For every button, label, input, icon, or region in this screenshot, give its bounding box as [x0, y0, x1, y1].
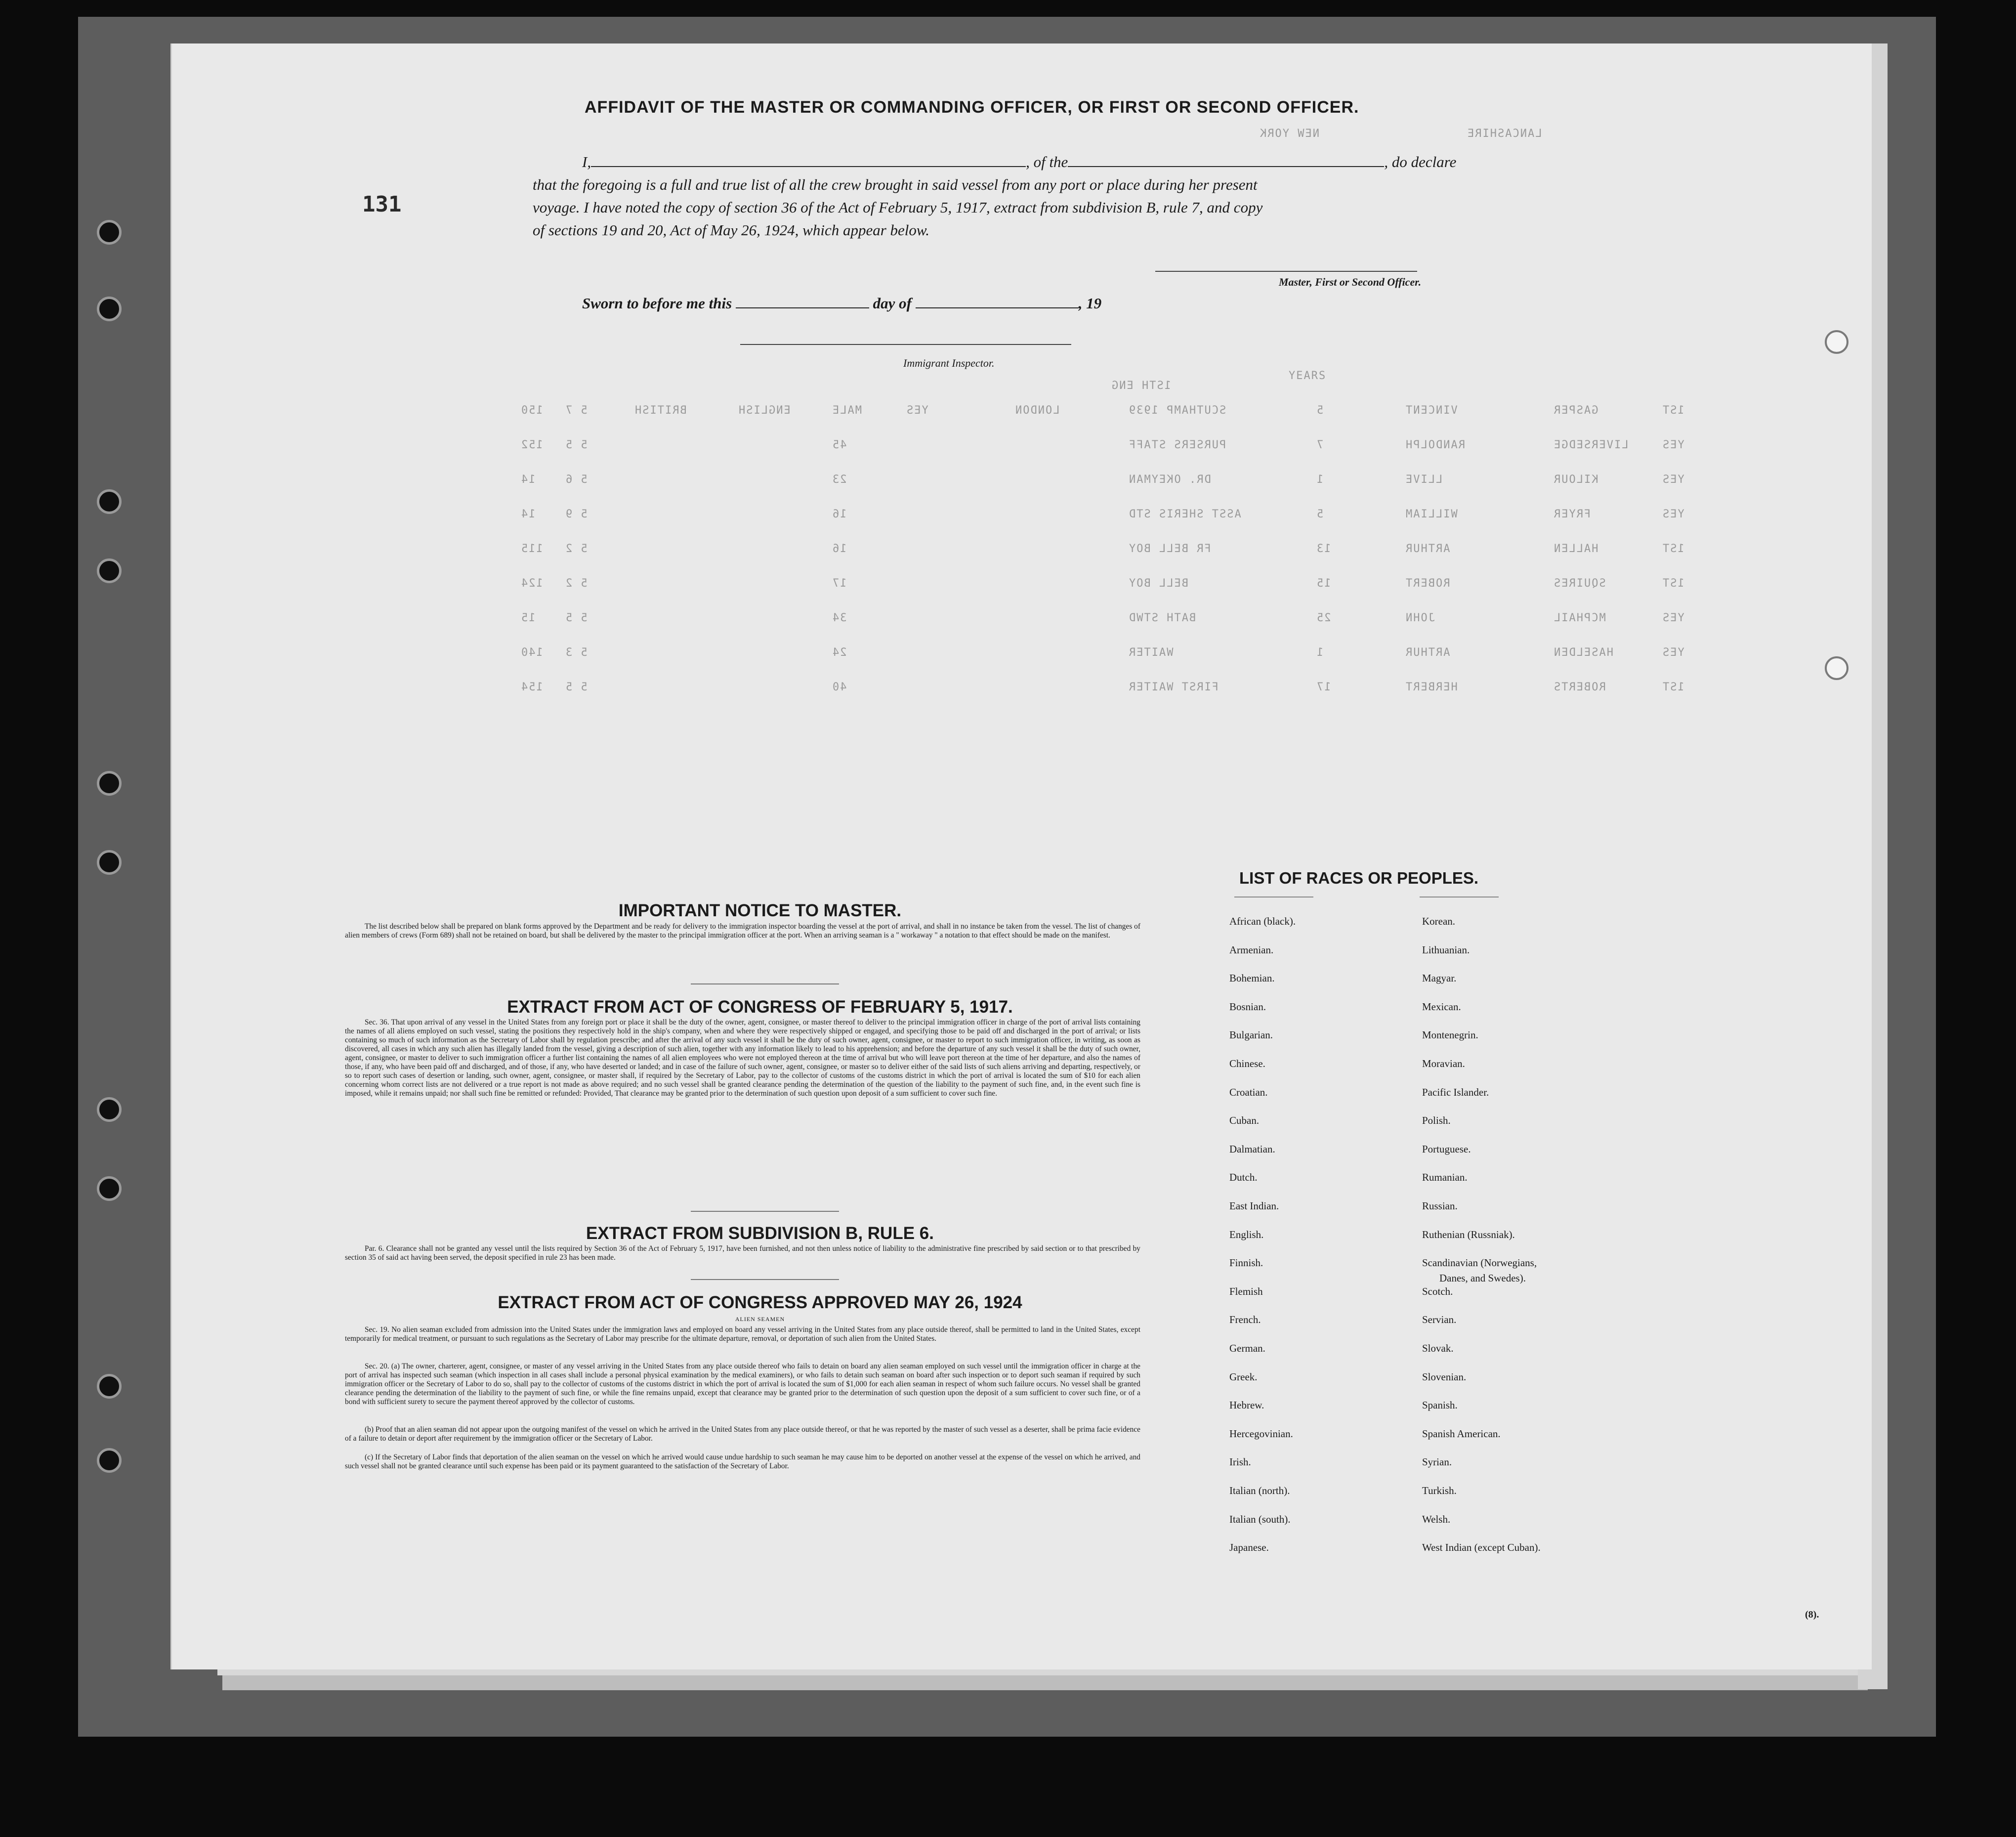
sec-19-text: Sec. 19. No alien seaman excluded from admission into the United States under the immigration laws and employed on board any vessel arriving in the United States from any place outside thereof, shall be permitted to land in the United States, except temporarily for medical treatment, or pursuant to such regulations as the Secretary of Labor may prescribe for the ultimate departure, removal, or deportation of such alien from the United States. — [345, 1325, 1140, 1343]
bleed-cell: 5 — [1316, 404, 1324, 417]
race-item: Dalmatian. — [1229, 1143, 1275, 1155]
bleed-cell: YES — [1662, 646, 1684, 659]
signature-line — [1155, 271, 1417, 272]
race-item: Italian (north). — [1229, 1485, 1290, 1496]
bleed-row — [172, 508, 1684, 528]
race-item: Bohemian. — [1229, 972, 1275, 984]
bleed-cell: YES — [1662, 612, 1684, 624]
divider — [691, 983, 839, 984]
divider — [691, 1211, 839, 1212]
vessel-name-blank — [1068, 155, 1384, 167]
race-item: Irish. — [1229, 1456, 1251, 1468]
binding-hole — [97, 220, 122, 245]
bleed-cell: BELL BOY — [1128, 577, 1188, 590]
sec-20a-text: Sec. 20. (a) The owner, charterer, agent, consignee, or master of any vessel arriving in the United States from any place outside thereof who fails to detain on board any alien seaman employed on such vessel until the immigration officer in charge at the port of arrival has inspected such seaman (which inspection in all cases shall include a personal physical examination by the medical examiners), or who fails to detain such seaman on board after such inspection or to deport such seaman if required by such immigration officer or the Secretary of Labor to do so, shall pay to the collector of customs of the customs district in which the port of arrival is located the sum of $1,000 for each alien seaman in respect of whom such failure occurs. No vessel shall be granted clearance pending the determination of the liability to the payment of such fine, or while the fine remains unpaid, except that clearance may be granted prior to the determination of such question upon the deposit of a sum sufficient to cover such fine, or of a bond with sufficient surety to secure the payment thereof approved by the collector of customs. — [345, 1362, 1140, 1406]
race-item: German. — [1229, 1342, 1265, 1354]
race-item: French. — [1229, 1314, 1261, 1326]
bleed-cell: 5 5 — [565, 612, 588, 624]
declarant-prefix: I, — [582, 153, 591, 171]
bleed-cell: 124 — [520, 577, 543, 590]
bleed-port: NEW YORK — [1259, 128, 1319, 140]
race-item: Cuban. — [1229, 1114, 1260, 1127]
bleed-cell: 5 2 — [565, 577, 588, 590]
bleed-cell: 5 6 — [565, 473, 588, 486]
bleed-cell: LLIVE — [1405, 473, 1443, 486]
bleed-cell: 115 — [520, 543, 543, 555]
bleed-cell: ROBERTS — [1553, 681, 1606, 693]
race-item: Slovak. — [1422, 1342, 1454, 1354]
race-item: Syrian. — [1422, 1456, 1452, 1468]
race-scandinavian-cont: Danes, and Swedes). — [1439, 1272, 1526, 1284]
sworn-line — [582, 295, 1101, 312]
bleed-row — [172, 681, 1684, 701]
bleed-cell: 5 9 — [565, 508, 588, 520]
declare-text: , do declare — [1384, 153, 1457, 171]
bleed-cell: FR BELL BOY — [1128, 543, 1211, 555]
signature-caption: Master, First or Second Officer. — [1279, 276, 1422, 288]
bleed-row — [172, 543, 1684, 562]
race-item: Japanese. — [1229, 1541, 1269, 1554]
bleed-header-eng: 1STH ENG — [1111, 380, 1171, 392]
bleed-cell: 34 — [832, 612, 847, 624]
bleed-cell: ASST SHERIS STD — [1128, 508, 1241, 520]
bleed-cell: HALLEN — [1553, 543, 1598, 555]
race-item: Servian. — [1422, 1314, 1457, 1326]
bleed-cell: 14 — [520, 508, 536, 520]
bleed-cell: 5 5 — [565, 439, 588, 451]
affidavit-title: AFFIDAVIT OF THE MASTER OR COMMANDING OFFICER, OR FIRST OR SECOND OFFICER. — [585, 98, 1359, 117]
race-item: Bulgarian. — [1229, 1029, 1273, 1041]
race-item: Greek. — [1229, 1370, 1258, 1383]
affidavit-line-4: of sections 19 and 20, Act of May 26, 1924, which appear below. — [533, 221, 930, 239]
document-page — [170, 43, 1872, 1669]
race-item: Magyar. — [1422, 972, 1457, 984]
race-item: Korean. — [1422, 915, 1456, 927]
bleed-cell: ENGLISH — [738, 404, 791, 417]
bleed-header-years: YEARS — [1289, 370, 1327, 382]
bleed-cell: FIRST WAITER — [1128, 681, 1218, 693]
race-item: Dutch. — [1229, 1171, 1258, 1184]
bleed-cell: 25 — [1316, 612, 1331, 624]
bleed-cell: JOHN — [1405, 612, 1435, 624]
bleed-cell: 5 7 — [565, 404, 588, 417]
race-item: East Indian. — [1229, 1200, 1279, 1212]
bleed-row — [172, 439, 1684, 459]
race-item: Spanish. — [1422, 1399, 1458, 1411]
declarant-name-blank — [591, 155, 1026, 167]
binding-hole — [97, 489, 122, 514]
bleed-cell: YES — [906, 404, 928, 417]
bleed-cell: 14 — [520, 473, 536, 486]
bleed-cell: 16 — [832, 543, 847, 555]
race-item: Ruthenian (Russniak). — [1422, 1228, 1515, 1240]
race-item: West Indian (except Cuban). — [1422, 1541, 1541, 1554]
bleed-row — [172, 577, 1684, 597]
race-item: Chinese. — [1229, 1058, 1265, 1069]
bleed-cell: MCPHAIL — [1553, 612, 1606, 624]
affidavit-line-1 — [582, 153, 1456, 171]
race-item: Hercegovinian. — [1229, 1427, 1293, 1440]
race-item: Slovenian. — [1422, 1370, 1467, 1383]
day-of-text: day of — [873, 295, 912, 312]
bleed-cell: 140 — [520, 646, 543, 659]
year-prefix: , 19 — [1078, 295, 1102, 312]
notice-title: IMPORTANT NOTICE TO MASTER. — [618, 901, 902, 920]
divider — [691, 1279, 839, 1280]
binding-hole — [97, 1176, 122, 1201]
race-item: Rumanian. — [1422, 1171, 1468, 1184]
bleed-cell: 154 — [520, 681, 543, 693]
bleed-cell: 15 — [520, 612, 536, 624]
bleed-cell: 45 — [832, 439, 847, 451]
bleed-cell: 16 — [832, 508, 847, 520]
race-item: Lithuanian. — [1422, 943, 1470, 956]
bleed-cell: 17 — [832, 577, 847, 590]
bleed-cell: SCUTHAMP 1939 — [1128, 404, 1226, 417]
bleed-row — [172, 646, 1684, 666]
bleed-cell: SQUIRES — [1553, 577, 1606, 590]
race-item: English. — [1229, 1228, 1264, 1240]
bleed-cell: YES — [1662, 473, 1684, 486]
affidavit-line-2: that the foregoing is a full and true list of all the crew brought in said vessel from any port or place during her present — [533, 176, 1258, 193]
race-item: Mexican. — [1422, 1000, 1461, 1013]
bleed-cell: 13 — [1316, 543, 1331, 555]
bleed-vessel: LANCASHIRE — [1467, 128, 1542, 140]
bleed-row — [172, 404, 1684, 424]
sec-20c-text: (c) If the Secretary of Labor finds that deportation of the alien seaman on the vessel on which he arrived would cause undue hardship to such seaman he may cause him to be deported on another vessel at the expense of the vessel on which he arrived, and such vessel shall not be granted clearance until such expense has been paid or its payment guaranteed to the satisfaction of the Secretary of Labor. — [345, 1453, 1140, 1470]
bleed-cell: 24 — [832, 646, 847, 659]
subdivision-b-text: Par. 6. Clearance shall not be granted any vessel until the lists required by Section 36 of the Act of February 5, 1917, have been furnished, and not then unless notice of liability to the administrative fine prescribed by said section or to that prescribed by section 35 of said act having been served, the deposit specified in rule 23 has been made. — [345, 1244, 1140, 1262]
bleed-cell: 1ST — [1662, 577, 1684, 590]
extract-1917-text: Sec. 36. That upon arrival of any vessel in the United States from any foreign port or place it shall be the duty of the owner, agent, consignee, or master thereof to deliver to the principal immigration officer in charge of the port of arrival lists containing the names of all aliens employed on such vessel, stating the positions they respectively hold in the ship's company, when and where they were respectively shipped or engaged, and specifying those to be paid off and discharged in the port of arrival; or lists containing so much of such information as the Secretary of Labor shall by regulation prescribe; and after the arrival of any such vessel it shall be the duty of such owner, agent, consignee, or master to report to such immigration officer, in writing, as soon as discovered, all cases in which any such alien has illegally landed from the vessel, giving a description of such alien, together with any information likely to lead to his apprehension; and before the departure of any such vessel it shall be the duty of such owner, agent, consignee, or master to deliver to such immigration officer a further list containing the names of all alien employees who were not employed thereon at the time of arrival but who will leave port thereon at the time of her departure, and also the names of those, if any, who have been paid off and discharged, and of those, if any, who have deserted or landed; and in case of the failure of such owner, agent, consignee, or master so to deliver either of the said lists of such aliens arriving and departing, respectively, or so to report such cases of desertion or landing, such owner, agent, consignee, or master shall, if required by the Secretary of Labor, pay to the collector of customs of the customs district in which the port of arrival is located the sum of $10 for each alien concerning whom correct lists are not delivered or a true report is not made as above required; and no such vessel shall be granted clearance pending the determination of the question of the liability to the payment of such fine, and, in the event such fine is imposed, while it remains unpaid; nor shall such fine be remitted or refunded: Provided, That clearance may be granted prior to the determination of such question upon deposit of a sum sufficient to cover such fine. — [345, 1018, 1140, 1098]
bleed-cell: VINCENT — [1405, 404, 1458, 417]
bleed-cell: DR. OKEYMAN — [1128, 473, 1211, 486]
race-item: Scotch. — [1422, 1285, 1453, 1297]
race-item: Portuguese. — [1422, 1143, 1471, 1155]
bleed-cell: BRITISH — [634, 404, 687, 417]
bleed-cell: YES — [1662, 508, 1684, 520]
binding-hole — [97, 1374, 122, 1399]
binding-hole — [97, 1448, 122, 1473]
race-item: African (black). — [1229, 915, 1296, 927]
bleed-cell: RANDOLPH — [1405, 439, 1465, 451]
notice-text: The list described below shall be prepared on blank forms approved by the Department and be ready for delivery to the immigration inspector boarding the vessel at the port of arrival, and shall in no instance be taken from the vessel. The list of changes of alien members of crews (Form 689) shall not be retained on board, but shall be delivered by the master to the principal immigration officer at the port. When an arriving seaman is a " workaway " a notation to that effect should be made on the manifest. — [345, 922, 1140, 940]
bleed-cell: 1ST — [1662, 404, 1684, 417]
race-item: Flemish — [1229, 1285, 1263, 1297]
bleed-cell: WAITER — [1128, 646, 1174, 659]
bleed-cell: LONDON — [1014, 404, 1060, 417]
sworn-month-blank — [916, 297, 1079, 308]
bleed-cell: 5 — [1316, 508, 1324, 520]
extract-1924-subtitle: ALIEN SEAMEN — [735, 1316, 785, 1323]
race-item: Polish. — [1422, 1114, 1451, 1127]
margin-hole — [1825, 656, 1848, 680]
race-item: Welsh. — [1422, 1513, 1451, 1525]
race-item: Bosnian. — [1229, 1000, 1266, 1013]
bleed-cell: LIVERSEDGE — [1553, 439, 1629, 451]
form-number: (8). — [1805, 1609, 1819, 1620]
bleed-cell: 5 3 — [565, 646, 588, 659]
bleed-row — [172, 473, 1684, 493]
bleed-cell: ROBERT — [1405, 577, 1450, 590]
bleed-cell: 1ST — [1662, 543, 1684, 555]
inspector-caption: Immigrant Inspector. — [903, 357, 995, 369]
extract-1924-title: EXTRACT FROM ACT OF CONGRESS APPROVED MAY 26, 1924 — [498, 1293, 1022, 1312]
bleed-cell: HASELDEN — [1553, 646, 1613, 659]
bleed-cell: BATH STWD — [1128, 612, 1196, 624]
bleed-cell: 17 — [1316, 681, 1331, 693]
binding-hole — [97, 771, 122, 796]
race-item: Hebrew. — [1229, 1399, 1264, 1411]
race-item: Croatian. — [1229, 1086, 1268, 1098]
bleed-cell: YES — [1662, 439, 1684, 451]
sworn-text: Sworn to before me this — [582, 295, 732, 312]
bleed-cell: HERBERT — [1405, 681, 1458, 693]
race-item: Moravian. — [1422, 1058, 1465, 1069]
bleed-cell: PURSERS STAFF — [1128, 439, 1226, 451]
binding-hole — [97, 850, 122, 875]
bleed-cell: 5 2 — [565, 543, 588, 555]
bleed-cell: 1 — [1316, 646, 1324, 659]
races-title: LIST OF RACES OR PEOPLES. — [1239, 869, 1479, 887]
bleed-cell: 23 — [832, 473, 847, 486]
inspector-signature-line — [740, 344, 1071, 345]
binding-hole — [97, 558, 122, 583]
race-item: Spanish American. — [1422, 1427, 1501, 1440]
subdivision-b-title: EXTRACT FROM SUBDIVISION B, RULE 6. — [586, 1224, 934, 1243]
stamp-number: 131 — [362, 192, 402, 217]
bleed-cell: 1ST — [1662, 681, 1684, 693]
bleed-cell: ARTHUR — [1405, 646, 1450, 659]
bleed-cell: 15 — [1316, 577, 1331, 590]
bleed-cell: 152 — [520, 439, 543, 451]
race-item: Italian (south). — [1229, 1513, 1291, 1525]
race-item: Pacific Islander. — [1422, 1086, 1489, 1098]
race-item: Montenegrin. — [1422, 1029, 1478, 1041]
bleed-cell: ARTHUR — [1405, 543, 1450, 555]
binding-hole — [97, 297, 122, 321]
affidavit-line-3: voyage. I have noted the copy of section 36 of the Act of February 5, 1917, extract from subdivision B, rule 7, and copy — [533, 199, 1263, 216]
bleed-cell: 40 — [832, 681, 847, 693]
bleed-cell: 5 5 — [565, 681, 588, 693]
bleed-cell: 7 — [1316, 439, 1324, 451]
race-item: Armenian. — [1229, 943, 1274, 956]
bleed-cell: WILLIAM — [1405, 508, 1458, 520]
of-the-text: , of the — [1026, 153, 1068, 171]
sworn-day-blank — [736, 297, 869, 308]
extract-1917-title: EXTRACT FROM ACT OF CONGRESS OF FEBRUARY 5, 1917. — [507, 997, 1013, 1017]
bleed-cell: 150 — [520, 404, 543, 417]
binding-hole — [97, 1097, 122, 1122]
race-item: Finnish. — [1229, 1257, 1263, 1269]
race-item: Russian. — [1422, 1200, 1458, 1212]
bleed-cell: KILOUR — [1553, 473, 1598, 486]
race-item: Scandinavian (Norwegians, — [1422, 1257, 1537, 1269]
page-stack-edge-lower — [222, 1675, 1868, 1690]
bleed-cell: FRYER — [1553, 508, 1591, 520]
race-item: Turkish. — [1422, 1485, 1457, 1496]
bleed-cell: GASPER — [1553, 404, 1598, 417]
bleed-row — [172, 612, 1684, 632]
bleed-cell: 1 — [1316, 473, 1324, 486]
sec-20b-text: (b) Proof that an alien seaman did not appear upon the outgoing manifest of the vessel on which he arrived in the United States from any place outside thereof, or that he was reported by the master of such vessel as a deserter, shall be prima facie evidence of a failure to detain or deport after requirement by the immigration officer or the Secretary of Labor. — [345, 1425, 1140, 1443]
margin-hole — [1825, 330, 1848, 354]
bleed-cell: MALE — [832, 404, 862, 417]
